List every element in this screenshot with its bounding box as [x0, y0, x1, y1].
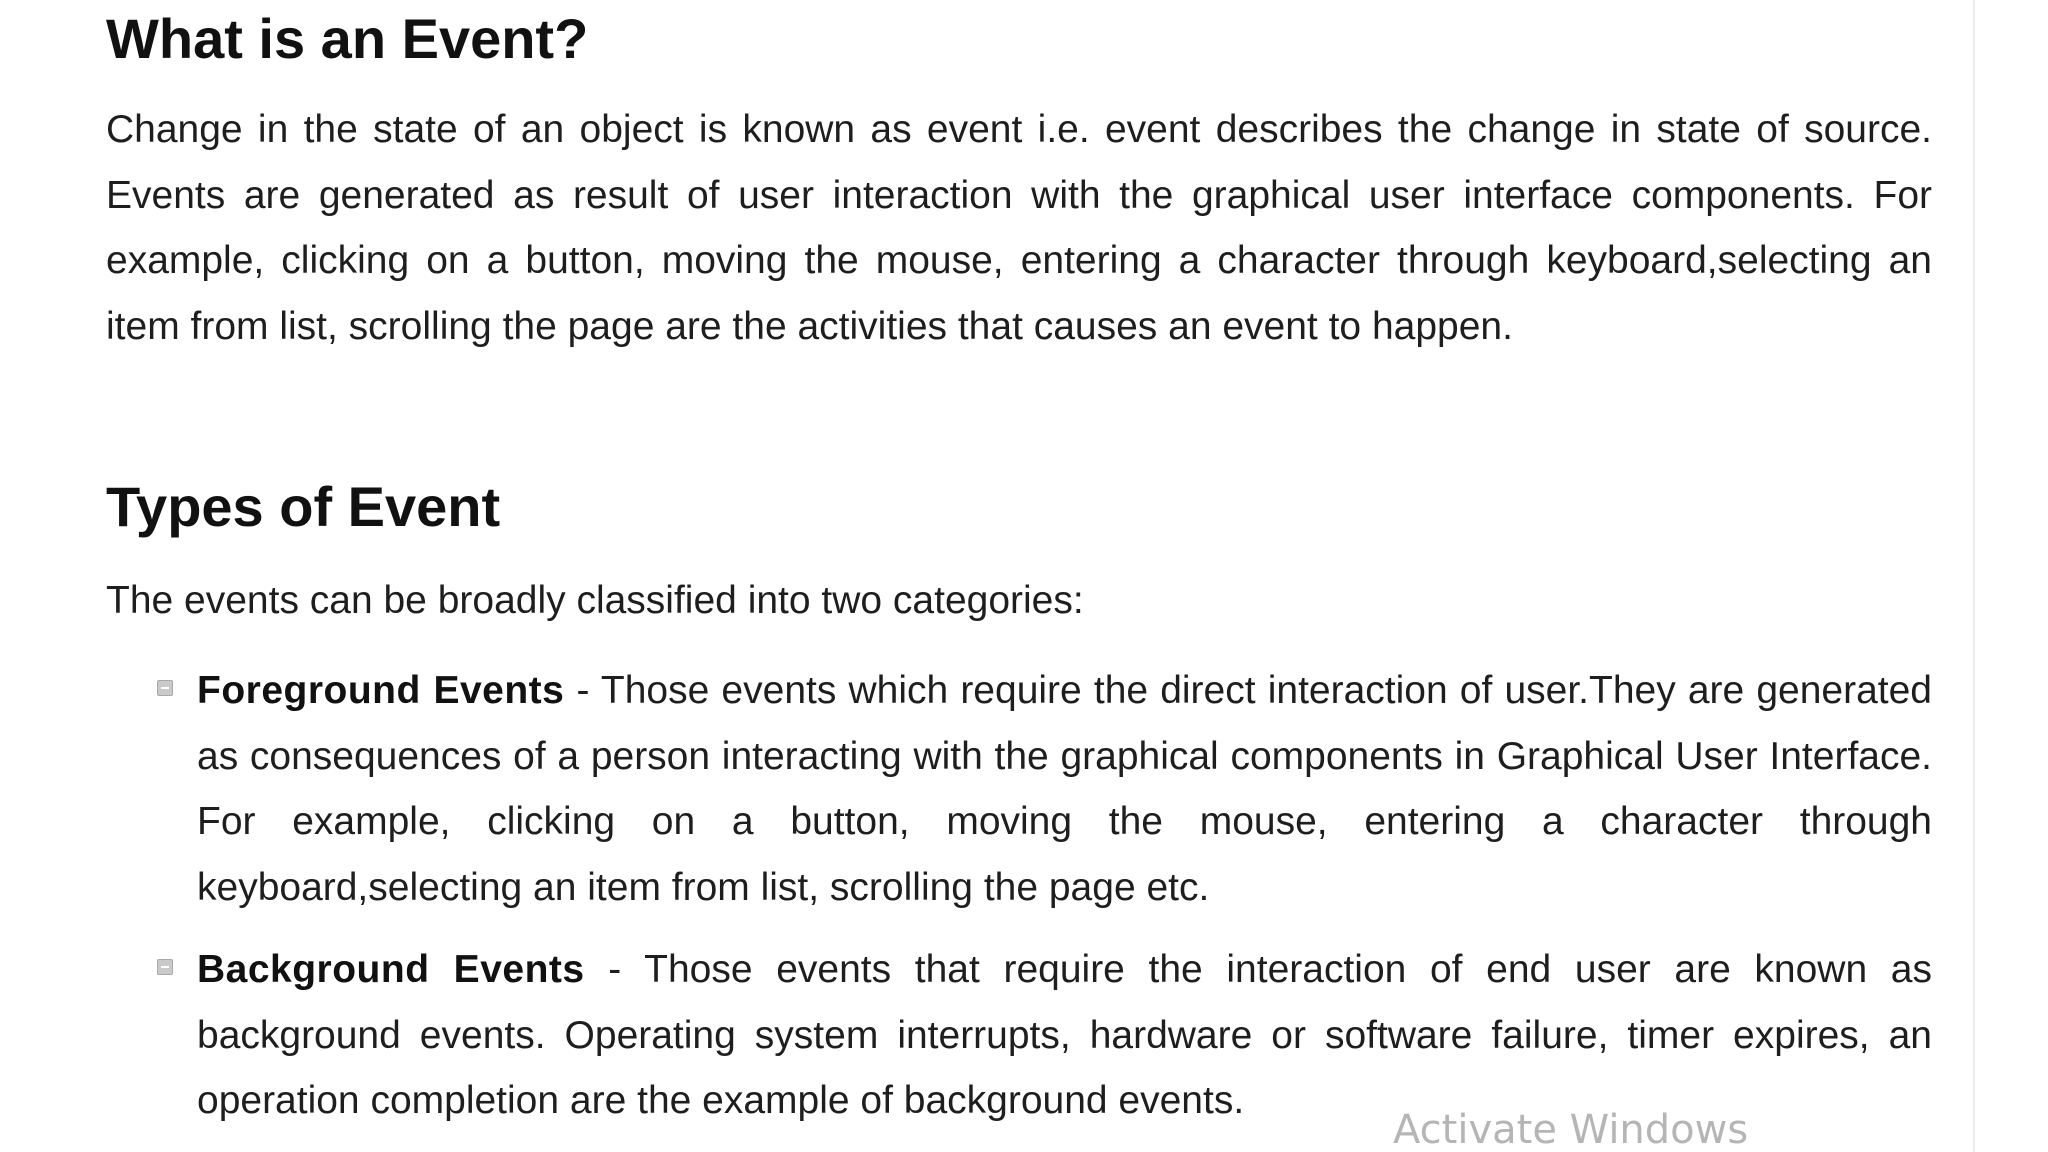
categories-intro: The events can be broadly classified into two categories:	[106, 579, 1084, 622]
term-background-events: Background Events	[197, 948, 585, 991]
term-foreground-events: Foreground Events	[197, 669, 565, 712]
term-separator: -	[584, 948, 645, 991]
description-background-events: Those events that require the interaction of end user are known as background events. Operating system interrupts, hardware or software failure, timer expires, an operation completion are the example of background events.	[197, 948, 1932, 1122]
term-separator: -	[564, 669, 601, 712]
heading-what-is-an-event: What is an Event?	[106, 7, 589, 70]
heading-types-of-event: Types of Event	[106, 475, 501, 538]
intro-paragraph: Change in the state of an object is known as event i.e. event describes the change in state of source. Events are generated as result of user interaction with the graphical user interface components. For example, clicking on a button, moving the mouse, entering a character through keyboard,selecting an item from list, scrolling the page are the activities that causes an event to happen.	[106, 108, 1932, 348]
square-bullet-icon	[157, 680, 173, 696]
event-types-list	[106, 658, 1932, 1134]
right-gutter	[1975, 0, 2048, 1152]
description-foreground-events: Those events which require the direct interaction of user.They are generated as consequences of a person interacting with the graphical components in Graphical User Interface. For example, clicking on a button, moving the mouse, entering a character through keyboard,selecting an item from list, scrolling the page etc.	[197, 669, 1932, 909]
list-item-foreground-events	[106, 658, 1932, 920]
square-bullet-icon	[157, 959, 173, 975]
activate-windows-watermark: Activate Windows	[1393, 1107, 1749, 1152]
